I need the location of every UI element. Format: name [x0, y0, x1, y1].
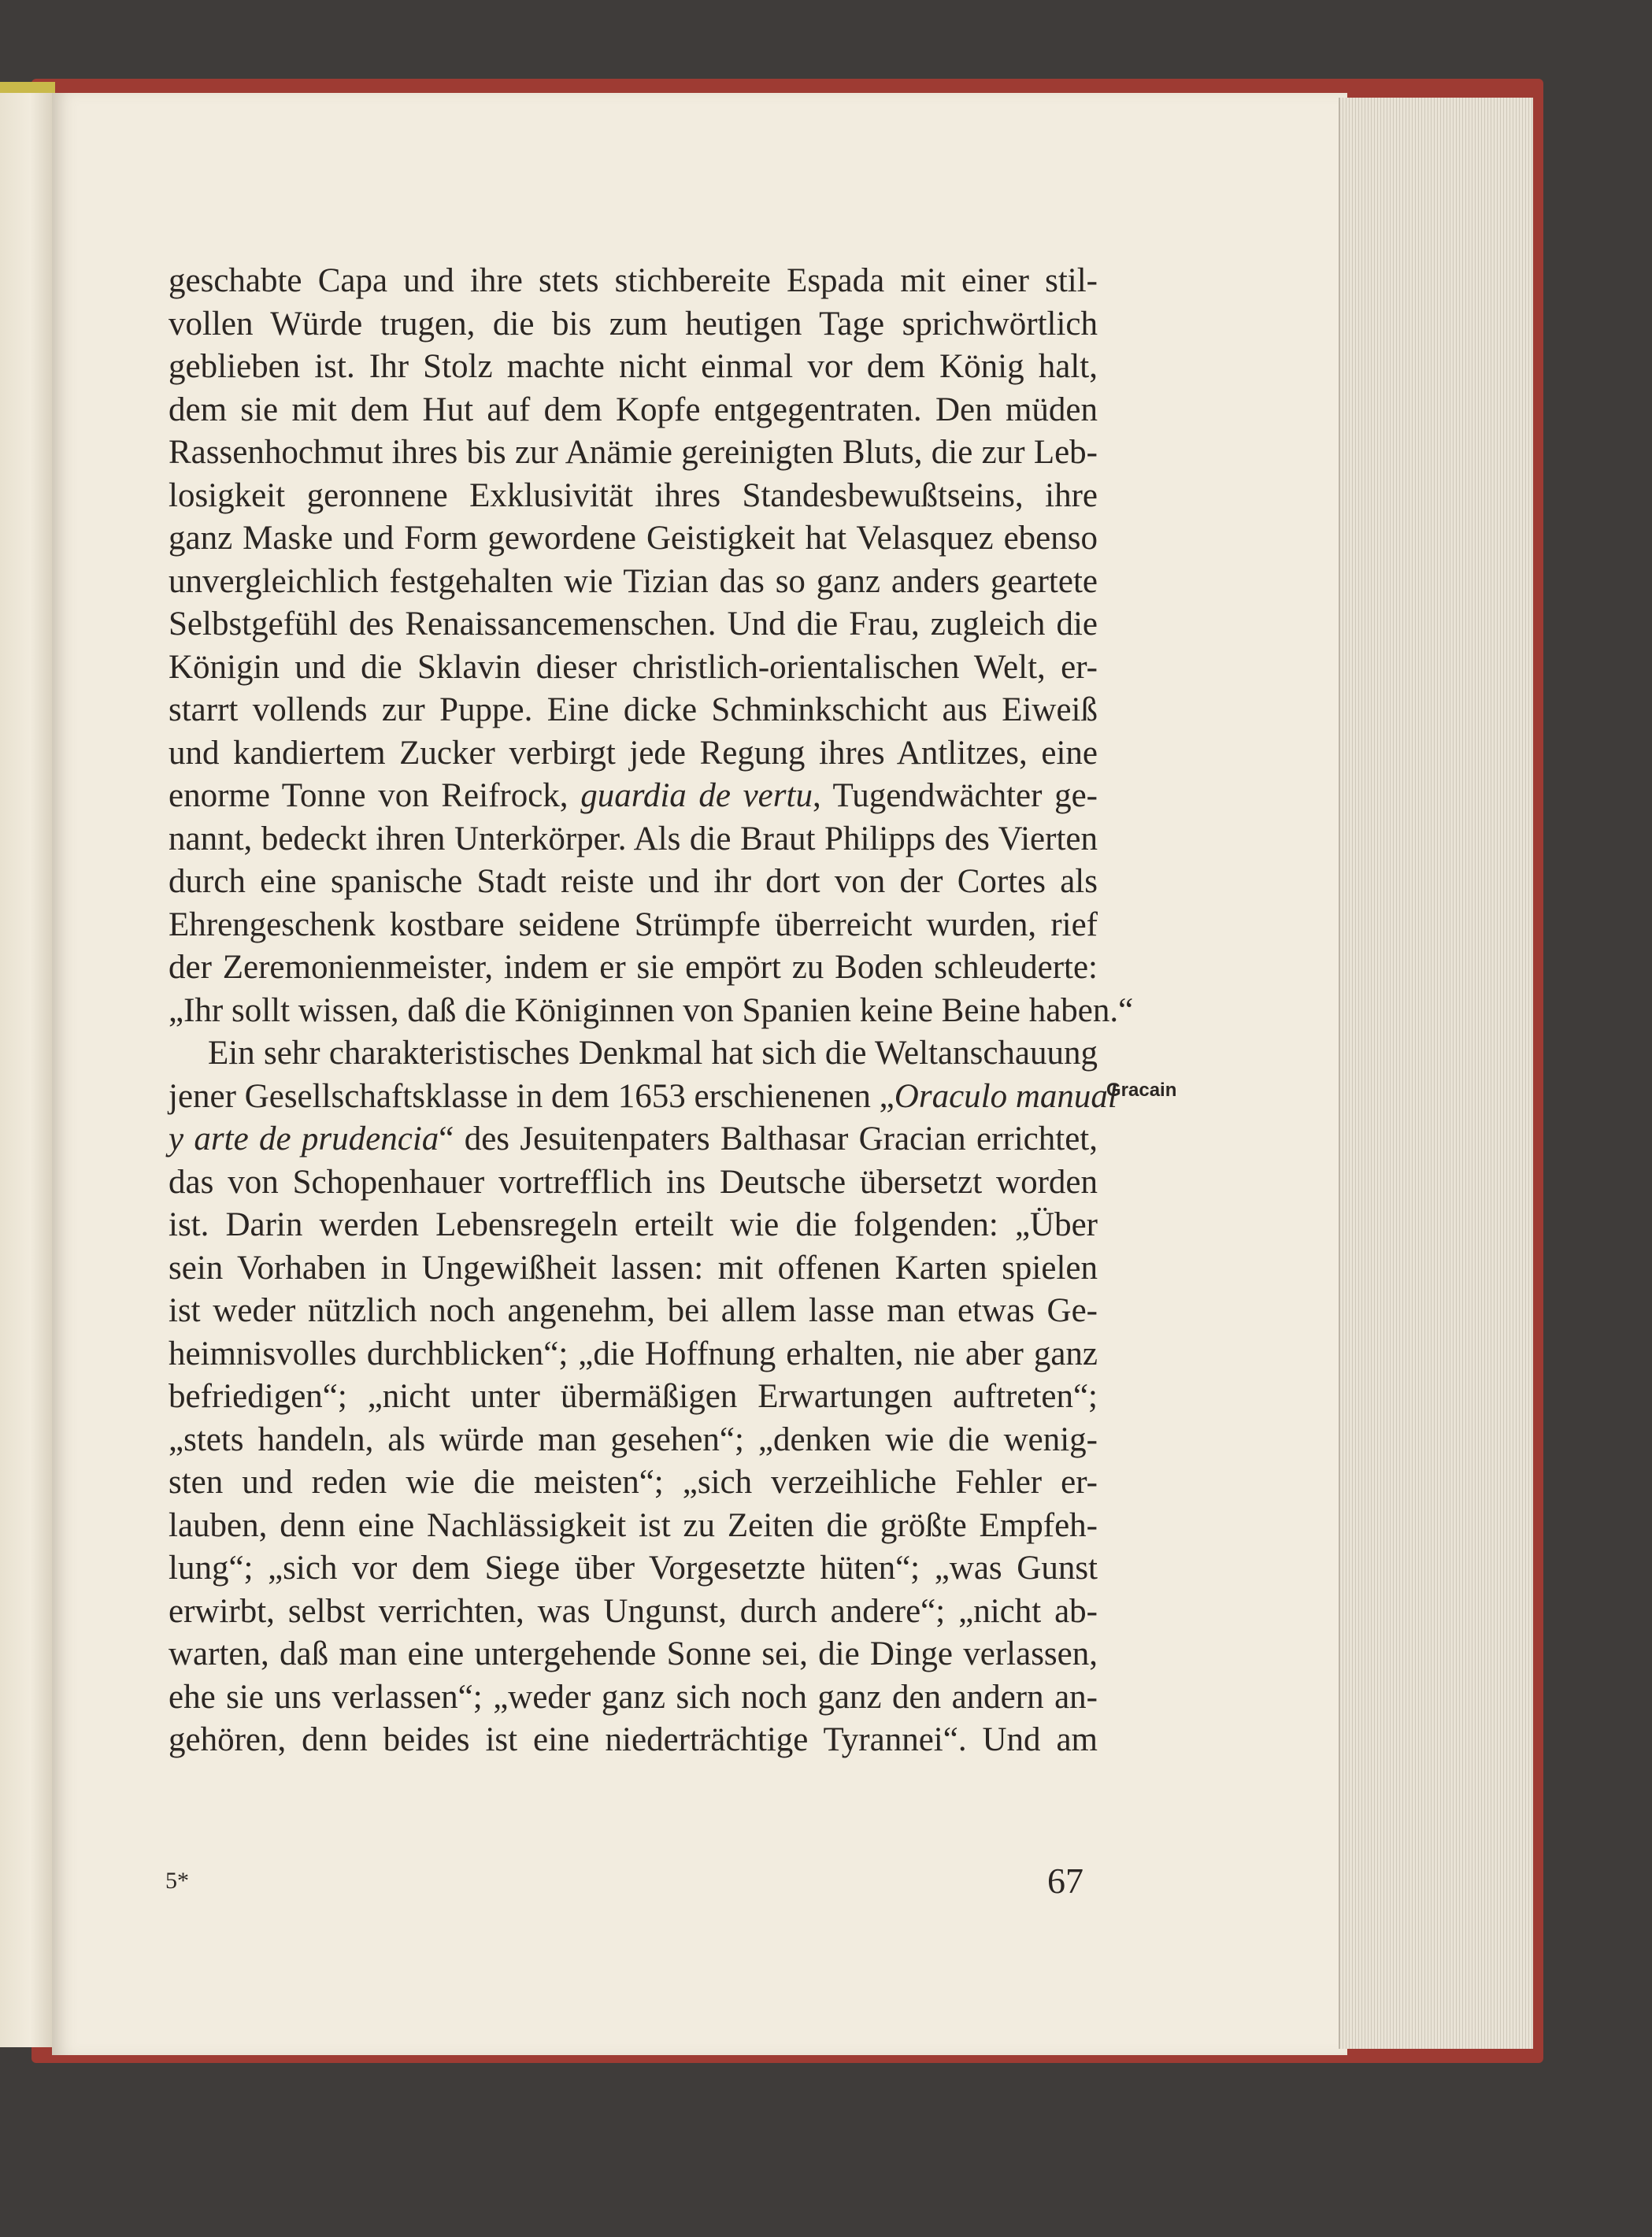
text-line: losigkeit geronnene Exklusivität ihres Standesbewußtseins, ihre [169, 476, 1098, 514]
text-segment: , Tugendwächter ge- [812, 777, 1098, 814]
text-line: sein Vorhaben in Ungewißheit lassen: mit offenen Karten spielen [169, 1249, 1098, 1287]
text-line: Rassenhochmut ihres bis zur Anämie gereinigten Bluts, die zur Leb- [169, 434, 1098, 471]
text-line: ist weder nützlich noch angenehm, bei allem lasse man etwas Ge- [169, 1292, 1098, 1329]
text-line: Ehrengeschenk kostbare seidene Strümpfe überreicht wurden, rief [169, 906, 1098, 943]
text-line: sten und reden wie die meisten“; „sich verzeihliche Fehler er- [169, 1464, 1098, 1501]
text-line: ganz Maske und Form gewordene Geistigkeit hat Velasquez ebenso [169, 520, 1098, 557]
text-line: geblieben ist. Ihr Stolz machte nicht einmal vor dem König halt, [169, 348, 1098, 385]
text-segment: “ des Jesuitenpaters Balthasar Gracian errichtet, [439, 1120, 1098, 1157]
page-number: 67 [1047, 1861, 1083, 1901]
text-line: warten, daß man eine untergehende Sonne sei, die Dinge verlassen, [169, 1635, 1098, 1672]
text-line: vollen Würde trugen, die bis zum heutigen Tage sprichwörtlich [169, 305, 1098, 343]
text-line: erwirbt, selbst verrichten, was Ungunst, durch andere“; „nicht ab- [169, 1592, 1098, 1630]
text-line: unvergleichlich festgehalten wie Tizian das so ganz anders geartete [169, 562, 1098, 600]
text-line: geschabte Capa und ihre stets stichbereite Espada mit einer stil- [169, 262, 1098, 299]
text-segment: enorme Tonne von Reifrock, [169, 777, 581, 814]
text-segment: jener Gesellschaftsklasse in dem 1653 erschienenen „ [169, 1077, 895, 1115]
left-page-edge [0, 87, 55, 2047]
italic-text-segment: y arte de prudencia [169, 1120, 439, 1157]
text-line: ehe sie uns verlassen“; „weder ganz sich noch ganz den andern an- [169, 1678, 1098, 1716]
text-line [169, 1076, 1117, 1119]
marginal-note: Gracain [1106, 1080, 1177, 1101]
text-line: lauben, denn eine Nachlässigkeit ist zu Zeiten die größte Empfeh- [169, 1506, 1098, 1544]
italic-text-segment: guardia de vertu [580, 777, 813, 814]
italic-text-segment: Oraculo manual [894, 1077, 1117, 1115]
body-text [169, 260, 1134, 1762]
text-line: dem sie mit dem Hut auf dem Kopfe entgegentraten. Den müden [169, 391, 1098, 428]
text-line: Ein sehr charakteristisches Denkmal hat sich die Weltanschauung [208, 1035, 1098, 1072]
text-line: das von Schopenhauer vortrefflich ins Deutsche übersetzt worden [169, 1163, 1098, 1201]
text-line: Selbstgefühl des Renaissancemenschen. Und die Frau, zugleich die [169, 606, 1098, 643]
text-line [169, 1118, 1098, 1161]
text-line: starrt vollends zur Puppe. Eine dicke Schminkschicht aus Eiweiß [169, 691, 1098, 728]
text-line: durch eine spanische Stadt reiste und ihr dort von der Cortes als [169, 863, 1098, 900]
text-line: „stets handeln, als würde man gesehen“; „denken wie die wenig- [169, 1420, 1098, 1458]
left-page-top-accent [0, 82, 55, 93]
signature-mark: 5* [165, 1868, 189, 1894]
text-line [169, 775, 1098, 818]
text-line: der Zeremonienmeister, indem er sie empört zu Boden schleuderte: [169, 949, 1098, 986]
text-line: ist. Darin werden Lebensregeln erteilt wie die folgenden: „Über [169, 1206, 1098, 1243]
text-line: befriedigen“; „nicht unter übermäßigen Erwartungen auftreten“; [169, 1378, 1098, 1415]
text-line: Königin und die Sklavin dieser christlich-orientalischen Welt, er- [169, 648, 1098, 686]
text-line: lung“; „sich vor dem Siege über Vorgesetzte hüten“; „was Gunst [169, 1550, 1098, 1587]
page-stack-edges [1339, 98, 1533, 2049]
text-line: „Ihr sollt wissen, daß die Königinnen von Spanien keine Beine haben.“ [169, 991, 1134, 1029]
text-line: gehören, denn beides ist eine niederträchtige Tyrannei“. Und am [169, 1721, 1098, 1758]
text-line: und kandiertem Zucker verbirgt jede Regung ihres Antlitzes, eine [169, 734, 1098, 772]
text-line: nannt, bedeckt ihren Unterkörper. Als die Braut Philipps des Vierten [169, 820, 1098, 857]
text-line: heimnisvolles durchblicken“; „die Hoffnung erhalten, nie aber ganz [169, 1335, 1098, 1372]
